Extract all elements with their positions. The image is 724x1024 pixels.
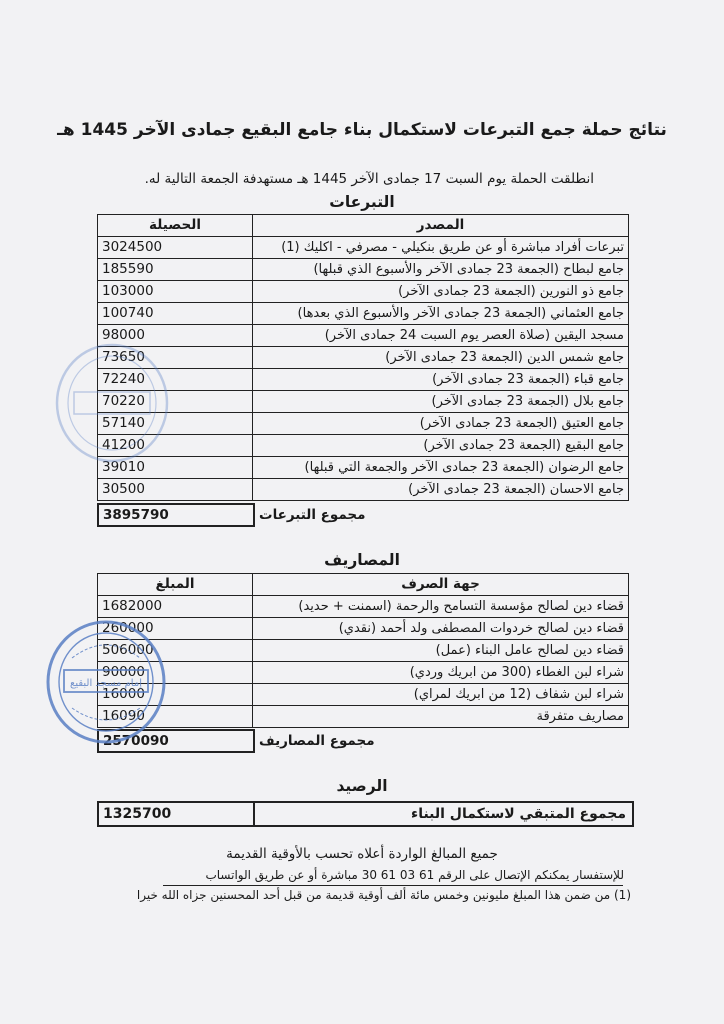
expenses-amount-header: المبلغ (98, 574, 253, 596)
donations-cell: جامع ذو النورين (الجمعة 23 جمادى الآخر) (253, 281, 629, 303)
expenses-cell: مصاريف متفرقة (253, 706, 629, 728)
currency-note: جميع المبالغ الواردة أعلاه تحسب بالأوقية القديمة (226, 846, 498, 862)
donations-source-header: المصدر (253, 215, 629, 237)
amount-cell: 3024500 (98, 237, 253, 259)
donations-cell: جامع لبطاح (الجمعة 23 جمادى الآخر والأسبوع الذي قبلها) (253, 259, 629, 281)
amount-cell: 100740 (98, 303, 253, 325)
contact-note: للإستفسار يمكنكم الإتصال على الرقم 61 03 61 30 مباشرة أو عن طريق الواتساب (205, 868, 624, 882)
balance-heading: الرصيد (336, 777, 388, 795)
intro-text: انطلقت الحملة يوم السبت 17 جمادى الآخر 1445 هـ مستهدفة الجمعة التالية له. (144, 171, 594, 187)
amount-cell: 103000 (98, 281, 253, 303)
donations-cell: جامع بلال (الجمعة 23 جمادى الآخر) (253, 391, 629, 413)
table-row (98, 325, 629, 347)
table-row (98, 640, 629, 662)
table-row (98, 706, 629, 728)
table-row (98, 662, 629, 684)
table-row (98, 281, 629, 303)
table-row (98, 347, 629, 369)
expenses-purpose-header: جهة الصرف (253, 574, 629, 596)
table-row (98, 618, 629, 640)
amount-cell: 260000 (98, 618, 253, 640)
amount-cell: 90000 (98, 662, 253, 684)
donations-cell: جامع الرضوان (الجمعة 23 جمادى الآخر والجمعة التي قبلها) (253, 457, 629, 479)
expenses-table (97, 573, 629, 728)
donations-table (97, 214, 629, 501)
table-row (98, 391, 629, 413)
expenses-cell: شراء لبن الغطاء (300 من ابريك وردي) (253, 662, 629, 684)
donations-total-value: 3895790 (97, 503, 255, 527)
donations-cell: جامع العثماني (الجمعة 23 جمادى الآخر والأسبوع الذي بعدها) (253, 303, 629, 325)
table-row (98, 237, 629, 259)
amount-cell: 16090 (98, 706, 253, 728)
seal-center-text: إمام مسجد البقيع (70, 678, 142, 689)
donations-cell: مسجد اليقين (صلاة العصر يوم السبت 24 جمادى الآخر) (253, 325, 629, 347)
donations-total-label: مجموع التبرعات (259, 507, 366, 523)
table-row (98, 303, 629, 325)
table-row (98, 457, 629, 479)
expenses-total-value: 2570090 (97, 729, 255, 753)
amount-cell: 57140 (98, 413, 253, 435)
expenses-cell: قضاء دين لصالح خردوات المصطفى ولد أحمد (نقدي) (253, 618, 629, 640)
amount-cell: 41200 (98, 435, 253, 457)
expenses-cell: قضاء دين لصالح عامل البناء (عمل) (253, 640, 629, 662)
amount-cell: 185590 (98, 259, 253, 281)
note-divider (163, 885, 623, 886)
document-title: نتائج حملة جمع التبرعات لاستكمال بناء جامع البقيع جمادى الآخر 1445 هـ (57, 120, 667, 140)
amount-cell: 1682000 (98, 596, 253, 618)
expenses-cell: شراء لبن شفاف (12 من ابريك لمراي) (253, 684, 629, 706)
donations-cell: جامع العتيق (الجمعة 23 جمادى الآخر) (253, 413, 629, 435)
donations-total (97, 503, 366, 527)
donations-cell: تبرعات أفراد مباشرة أو عن طريق بنكيلي - مصرفي - اكليك (1) (253, 237, 629, 259)
footnote: (1) من ضمن هذا المبلغ مليونين وخمس مائة ألف أوقية قديمة من قبل أحد المحسنين جزاه الله خيرا (136, 888, 631, 902)
table-row (98, 413, 629, 435)
table-row (98, 435, 629, 457)
amount-cell: 16000 (98, 684, 253, 706)
donations-cell: جامع قباء (الجمعة 23 جمادى الآخر) (253, 369, 629, 391)
expenses-heading: المصاريف (324, 551, 400, 569)
table-row (98, 596, 629, 618)
donations-heading: التبرعات (329, 193, 395, 211)
amount-cell: 506000 (98, 640, 253, 662)
amount-cell: 98000 (98, 325, 253, 347)
balance-label: مجموع المتبقي لاستكمال البناء (411, 806, 626, 822)
official-seal-icon (42, 618, 170, 746)
amount-cell: 30500 (98, 479, 253, 501)
amount-cell: 72240 (98, 369, 253, 391)
balance-value: 1325700 (99, 803, 255, 825)
donations-amount-header: الحصيلة (98, 215, 253, 237)
expenses-total-label: مجموع المصاريف (259, 733, 375, 749)
table-row (98, 259, 629, 281)
table-row (98, 479, 629, 501)
donations-cell: جامع شمس الدين (الجمعة 23 جمادى الآخر) (253, 347, 629, 369)
donations-cell: جامع الاحسان (الجمعة 23 جمادى الآخر) (253, 479, 629, 501)
amount-cell: 39010 (98, 457, 253, 479)
donations-header-row (98, 215, 629, 237)
table-row (98, 684, 629, 706)
amount-cell: 73650 (98, 347, 253, 369)
balance-box (97, 801, 634, 827)
table-row (98, 369, 629, 391)
donations-cell: جامع البقيع (الجمعة 23 جمادى الآخر) (253, 435, 629, 457)
expenses-header-row (98, 574, 629, 596)
amount-cell: 70220 (98, 391, 253, 413)
expenses-cell: قضاء دين لصالح مؤسسة التسامح والرحمة (اسمنت + حديد) (253, 596, 629, 618)
faded-stamp-icon (50, 338, 175, 468)
